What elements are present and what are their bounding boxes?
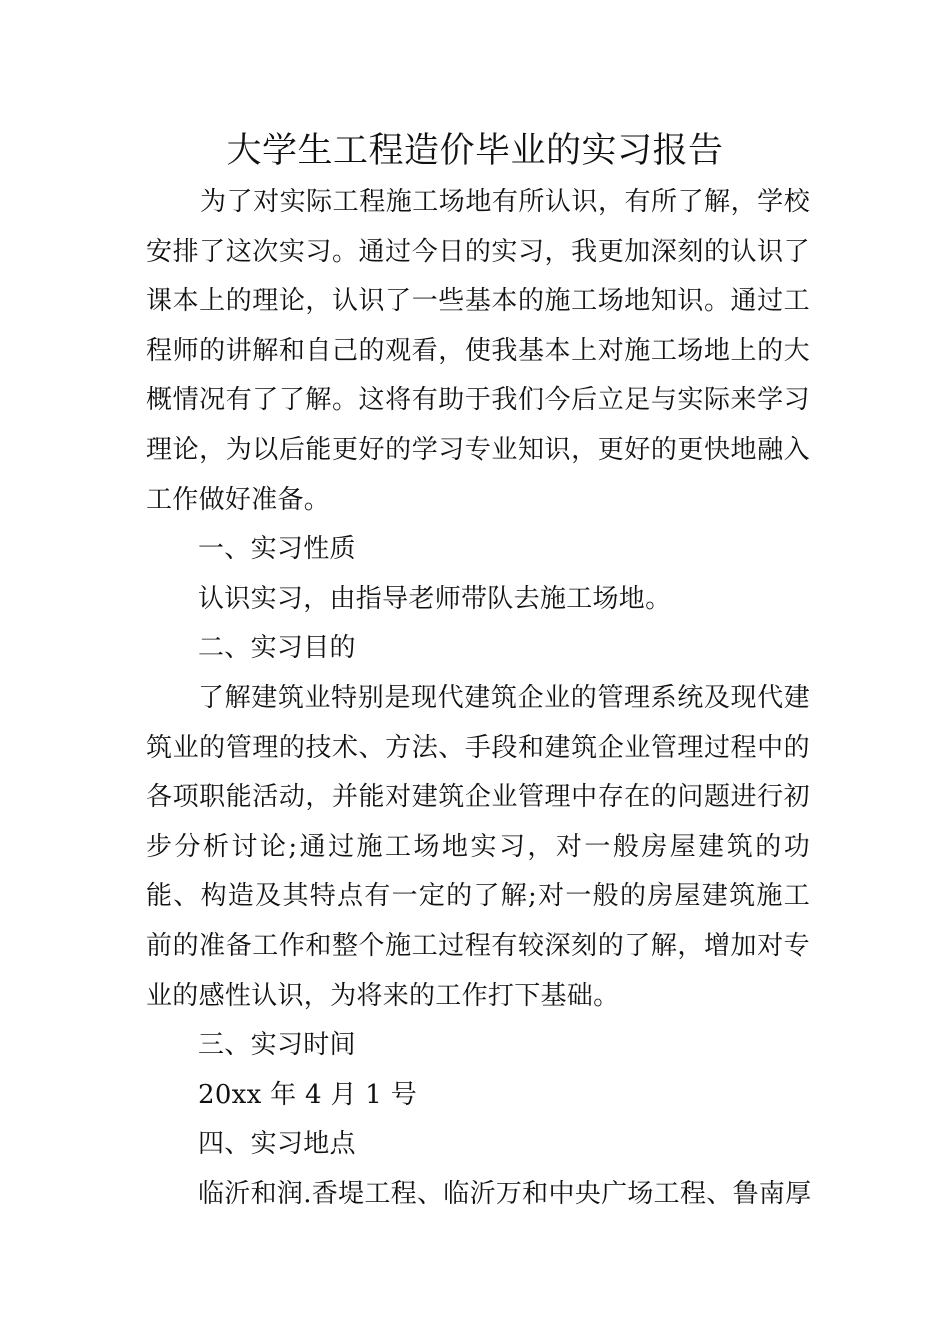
section-heading-purpose: 二、实习目的 [198,633,356,664]
section-heading-location: 四、实习地点 [198,1129,356,1160]
section-content-nature: 认识实习，由指导老师带队去施工场地。 [198,583,672,614]
section-content-purpose: 了解建筑业特别是现代建筑企业的管理系统及现代建筑业的管理的技术、方法、手段和建筑企业管理过程中的各项职能活动，并能对建筑企业管理中存在的问题进行初步分析讨论;通过施工场地实习，对一般房屋建筑的功能、构造及其特点有一定的了解;对一般的房屋建筑施工前的准备工作和整个施工过程有较深刻的了解，增加对专业的感性认识，为将来的工作打下基础。 [146,682,810,1011]
intro-paragraph: 为了对实际工程施工场地有所认识，有所了解，学校安排了这次实习。通过今日的实习，我更加深刻的认识了课本上的理论，认识了一些基本的施工场地知识。通过工程师的讲解和自己的观看，使我基本上对施工场地上的大概情况有了了解。这将有助于我们今后立足与实际来学习理论，为以后能更好的学习专业知识，更好的更快地融入工作做好准备。 [146,187,810,515]
section-heading-nature: 一、实习性质 [198,534,356,565]
document-title: 大学生工程造价毕业的实习报告 [226,131,724,171]
section-heading-time: 三、实习时间 [198,1030,356,1061]
document-body [146,178,810,1219]
section-content-location: 临沂和润.香堤工程、临沂万和中央广场工程、鲁南厚 [198,1178,812,1209]
section-content-time: 20xx 年 4 月 1 号 [198,1079,418,1110]
